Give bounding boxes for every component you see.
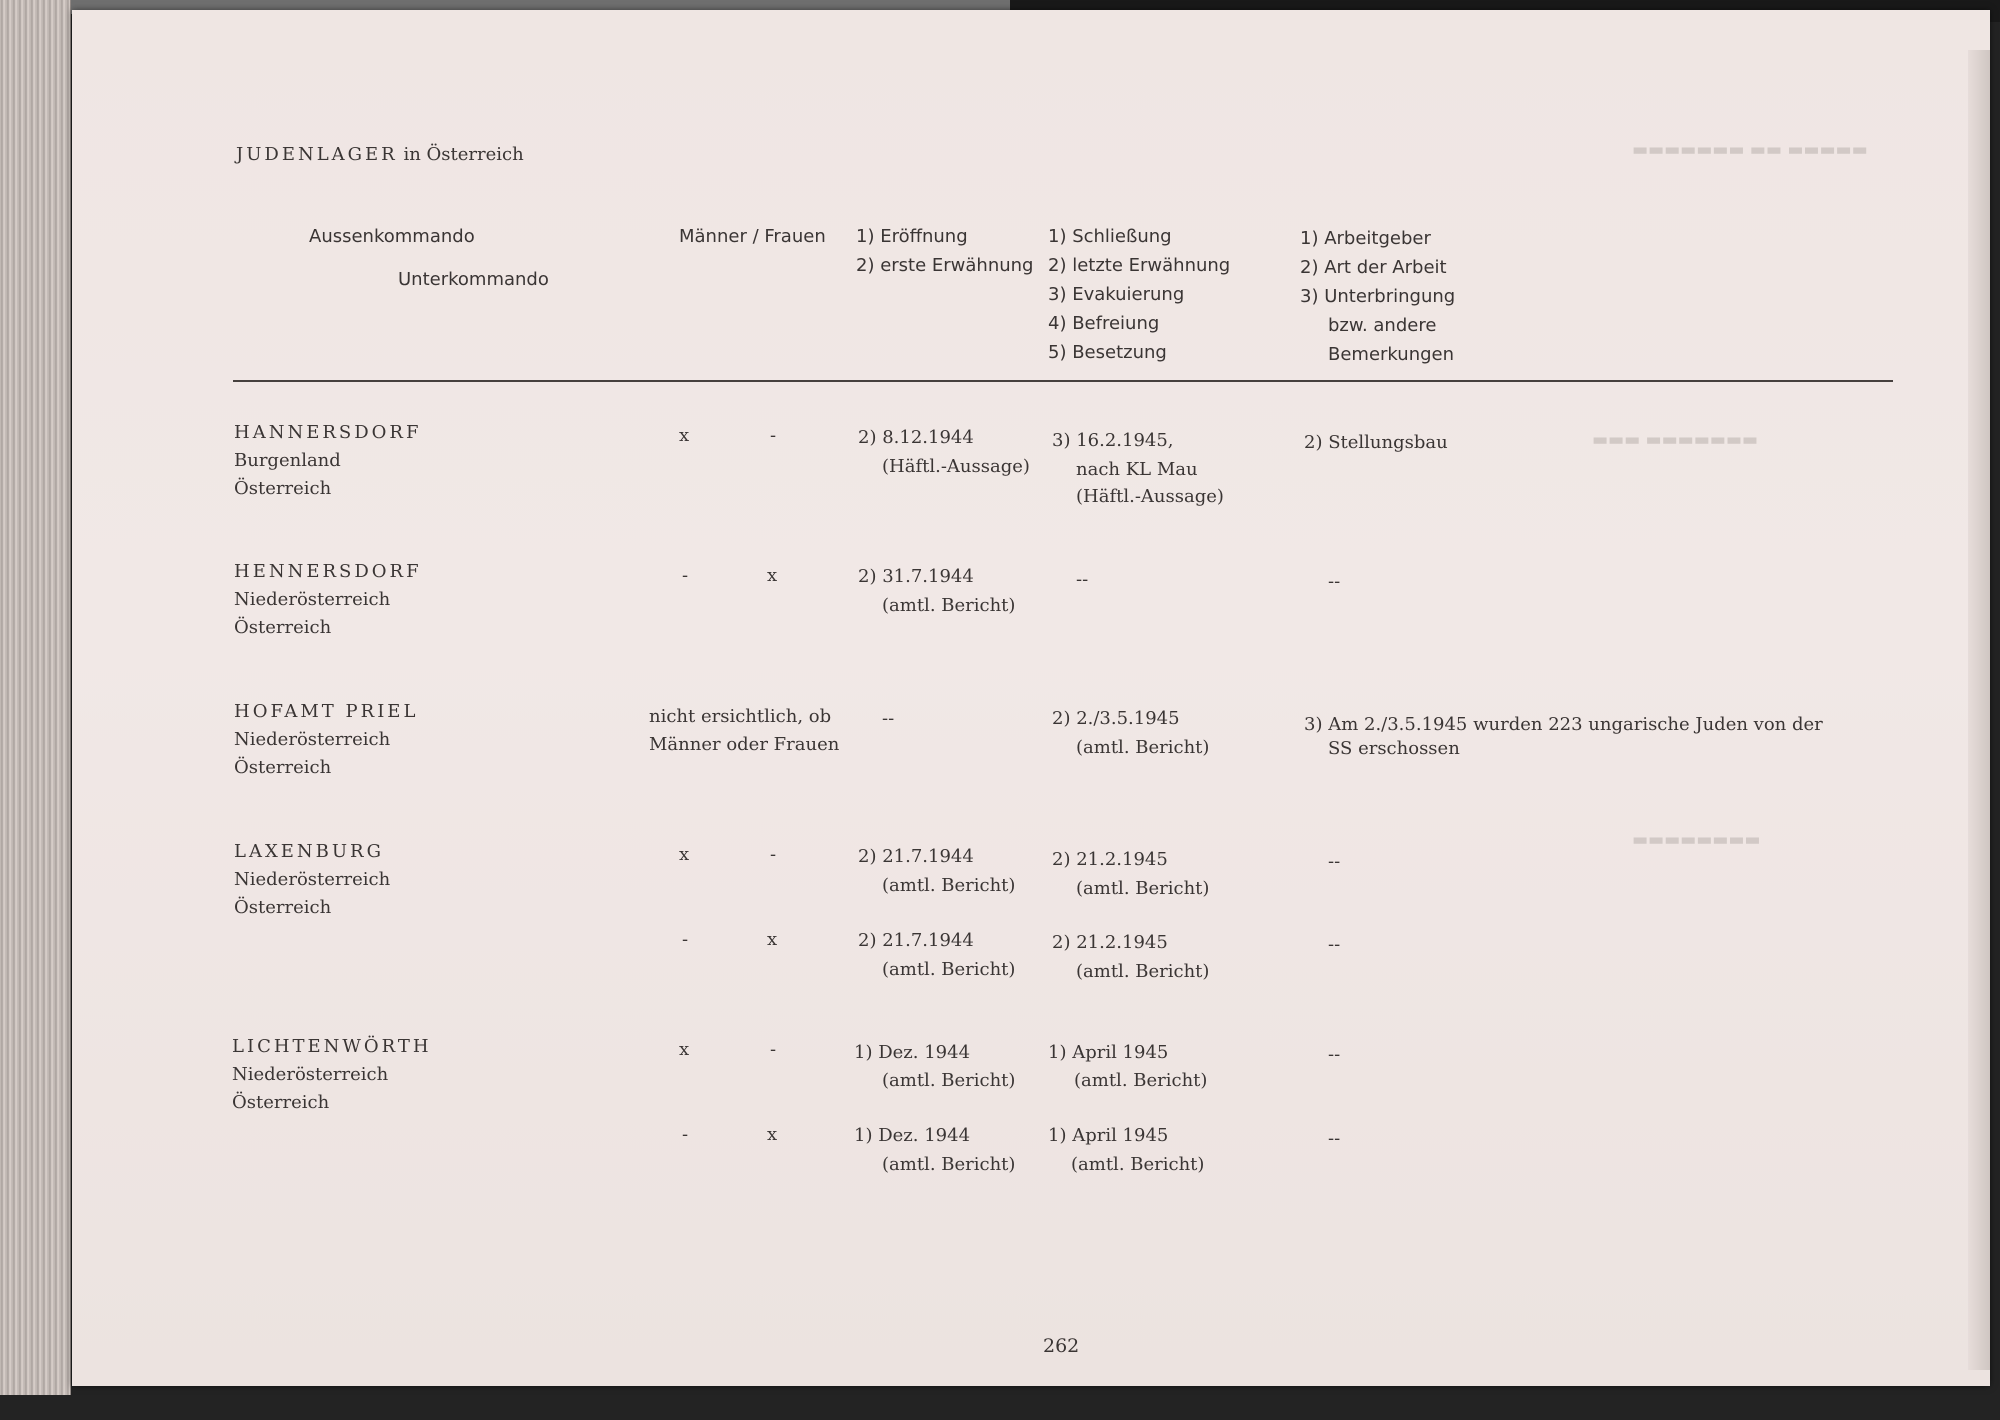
closing-line: 3) 16.2.1945,	[1052, 430, 1174, 451]
closing-line: (amtl. Bericht)	[1076, 878, 1210, 899]
opening-line: 2) 8.12.1944	[858, 427, 974, 448]
closing-line: --	[1076, 569, 1089, 590]
work-line: 3) Am 2./3.5.1945 wurden 223 ungarische Juden von der	[1304, 714, 1823, 735]
work-line: --	[1328, 851, 1341, 872]
camp-country: Österreich	[234, 897, 332, 918]
women-mark: -	[770, 1039, 777, 1060]
closing-line: nach KL Mau	[1076, 459, 1198, 480]
header-closing-1: 1) Schließung	[1048, 226, 1172, 247]
camp-country: Österreich	[234, 617, 332, 638]
gender-note: Männer oder Frauen	[649, 734, 840, 755]
header-work-3: 3) Unterbringung	[1300, 286, 1456, 307]
women-mark: x	[767, 929, 778, 950]
camp-region: Niederösterreich	[234, 589, 391, 610]
women-mark: x	[767, 565, 778, 586]
opening-line: (Häftl.-Aussage)	[882, 456, 1030, 477]
header-aussenkommando: Aussenkommando	[309, 226, 475, 247]
work-line: --	[1328, 571, 1341, 592]
header-gender: Männer / Frauen	[679, 226, 826, 247]
women-mark: -	[770, 844, 777, 865]
camp-name: LAXENBURG	[234, 841, 384, 862]
gender-note: nicht ersichtlich, ob	[649, 706, 832, 727]
header-unterkommando: Unterkommando	[398, 269, 549, 290]
title-suffix: in Österreich	[403, 144, 524, 165]
work-line: 2) Stellungsbau	[1304, 432, 1448, 453]
page-title	[236, 140, 524, 169]
camp-name: LICHTENWÖRTH	[232, 1036, 432, 1057]
header-work-1: 1) Arbeitgeber	[1300, 228, 1431, 249]
closing-line: (amtl. Bericht)	[1071, 1154, 1205, 1175]
closing-line: (amtl. Bericht)	[1076, 737, 1210, 758]
book-page-edges	[0, 0, 71, 1395]
camp-region: Niederösterreich	[234, 729, 391, 750]
men-mark: -	[682, 929, 689, 950]
camp-name: HOFAMT PRIEL	[234, 701, 419, 722]
work-line: --	[1328, 934, 1341, 955]
opening-line: 1) Dez. 1944	[854, 1125, 971, 1146]
opening-line: 1) Dez. 1944	[854, 1042, 971, 1063]
showthrough-ghost: ▬▬▬▬▬▬▬▬	[1632, 830, 1761, 850]
camp-name: HENNERSDORF	[234, 561, 422, 582]
opening-line: (amtl. Bericht)	[882, 595, 1016, 616]
men-mark: x	[679, 1039, 690, 1060]
work-line: --	[1328, 1128, 1341, 1149]
camp-country: Österreich	[232, 1092, 330, 1113]
men-mark: -	[682, 1124, 689, 1145]
work-line: --	[1328, 1044, 1341, 1065]
men-mark: x	[679, 844, 690, 865]
header-rule	[233, 380, 1893, 382]
showthrough-ghost: ▬▬▬▬▬▬▬ ▬▬▬	[1592, 430, 1759, 450]
page-right-edge	[1968, 50, 1990, 1370]
header-closing-2: 2) letzte Erwähnung	[1048, 255, 1231, 276]
closing-line: 2) 21.2.1945	[1052, 849, 1168, 870]
closing-line: 1) April 1945	[1048, 1125, 1169, 1146]
closing-line: 2) 21.2.1945	[1052, 932, 1168, 953]
opening-line: (amtl. Bericht)	[882, 1154, 1016, 1175]
closing-line: 2) 2./3.5.1945	[1052, 708, 1180, 729]
header-work-2: 2) Art der Arbeit	[1300, 257, 1447, 278]
header-work-4: bzw. andere	[1328, 315, 1437, 336]
camp-region: Burgenland	[234, 450, 341, 471]
header-opening-1: 1) Eröffnung	[856, 226, 968, 247]
camp-name: HANNERSDORF	[234, 422, 422, 443]
header-closing-3: 3) Evakuierung	[1048, 284, 1185, 305]
closing-line: 1) April 1945	[1048, 1042, 1169, 1063]
header-closing-5: 5) Besetzung	[1048, 342, 1167, 363]
opening-line: (amtl. Bericht)	[882, 875, 1016, 896]
page-number: 262	[1043, 1335, 1080, 1357]
camp-country: Österreich	[234, 478, 332, 499]
camp-region: Niederösterreich	[234, 869, 391, 890]
opening-line: 2) 31.7.1944	[858, 566, 974, 587]
header-opening-2: 2) erste Erwähnung	[856, 255, 1034, 276]
closing-line: (Häftl.-Aussage)	[1076, 486, 1224, 507]
opening-line: 2) 21.7.1944	[858, 846, 974, 867]
opening-line: --	[882, 708, 895, 729]
women-mark: x	[767, 1124, 778, 1145]
opening-line: 2) 21.7.1944	[858, 930, 974, 951]
camp-region: Niederösterreich	[232, 1064, 389, 1085]
men-mark: x	[679, 425, 690, 446]
title-main: JUDENLAGER	[236, 144, 398, 165]
showthrough-ghost: ▬▬▬▬▬ ▬▬ ▬▬▬▬▬▬▬	[1632, 140, 1868, 160]
camp-country: Österreich	[234, 757, 332, 778]
header-work-5: Bemerkungen	[1328, 344, 1455, 365]
header-closing-4: 4) Befreiung	[1048, 313, 1160, 334]
opening-line: (amtl. Bericht)	[882, 1070, 1016, 1091]
closing-line: (amtl. Bericht)	[1074, 1070, 1208, 1091]
men-mark: -	[682, 565, 689, 586]
work-line: SS erschossen	[1328, 738, 1460, 759]
women-mark: -	[770, 425, 777, 446]
closing-line: (amtl. Bericht)	[1076, 961, 1210, 982]
opening-line: (amtl. Bericht)	[882, 959, 1016, 980]
